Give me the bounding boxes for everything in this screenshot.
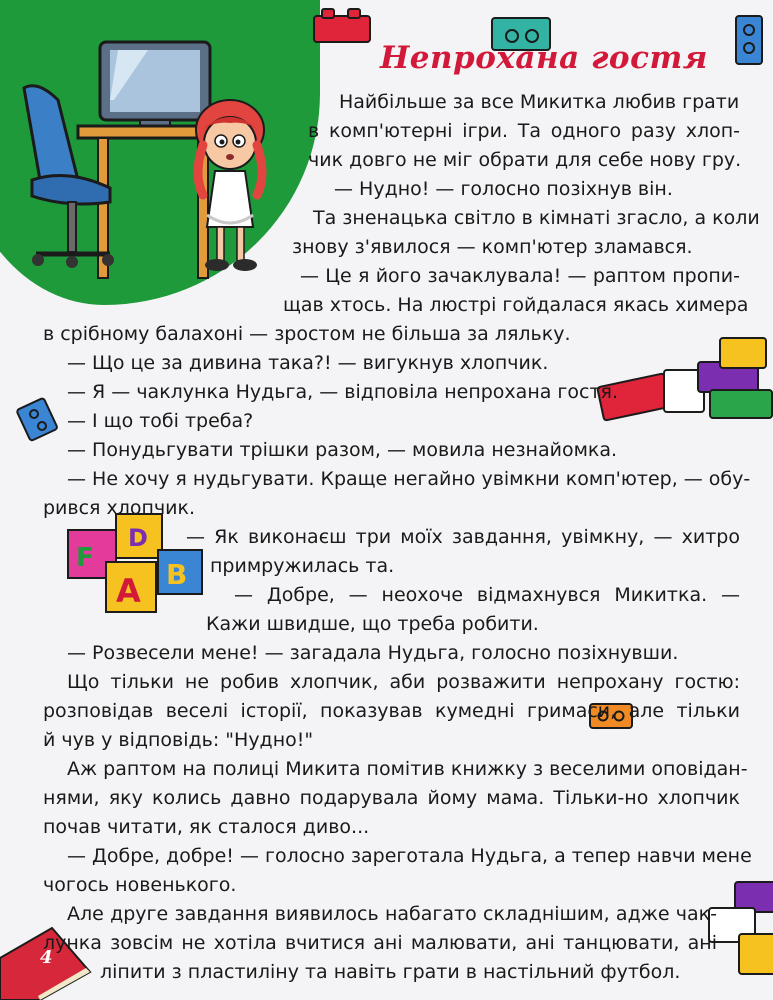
story-line: розповідав веселі історії, показував кумедні гримаси, але тільки (43, 700, 740, 722)
story-line: ліпити з пластиліну та навіть грати в настільний футбол. (100, 961, 681, 983)
story-line: Найбільше за все Микитка любив грати (339, 91, 740, 113)
block-letter-f: F (76, 543, 94, 573)
story-line: — Добре, добре! — голосно зареготала Нудьга, а тепер навчи мене (67, 845, 752, 867)
story-line: примружилась та. (210, 555, 395, 577)
story-line: нями, яку колись давно подарувала йому мама. Тільки-но хлопчик (43, 787, 740, 809)
girl-character-illustration (175, 95, 285, 280)
story-line: — Розвесели мене! — загадала Нудьга, голосно позіхнувши. (67, 642, 679, 664)
story-line: Кажи швидше, що треба робити. (206, 613, 539, 635)
story-line: щав хтось. На люстрі гойдалася якась химера (283, 294, 749, 316)
story-line: рився хлопчик. (43, 497, 196, 519)
story-line: почав читати, як сталося диво... (43, 816, 370, 838)
story-line: — Як виконаєш три моїх завдання, увімкну, — хитро (186, 526, 740, 548)
story-line: — Я — чаклунка Нудьга, — відповіла непрохана гостя. (67, 381, 619, 403)
block-letter-a: A (116, 572, 141, 610)
story-line: — Що це за дивина така?! — вигукнув хлопчик. (67, 352, 549, 374)
story-line: — Понудьгувати трішки разом, — мовила незнайомка. (67, 439, 618, 461)
story-line: лунка зовсім не хотіла вчитися ані малювати, ані танцювати, ані (43, 932, 717, 954)
story-line: — І що тобі треба? (67, 410, 254, 432)
story-line: Але друге завдання виявилось набагато складнішим, адже чак- (67, 903, 717, 925)
page-number: 4 (40, 947, 53, 968)
story-title: Непрохана гостя (380, 40, 708, 76)
story-line: Аж раптом на полиці Микита помітив книжку з веселими оповідан- (67, 758, 748, 780)
brick-stack-icon (598, 328, 773, 428)
story-line: чик довго не міг обрати для себе нову гру. (308, 149, 742, 171)
story-line: й чув у відповідь: "Нудно!" (43, 729, 314, 751)
story-line: в комп'ютерні ігри. Та одного разу хлоп- (308, 120, 740, 142)
story-line: — Нудно! — голосно позіхнув він. (334, 178, 673, 200)
story-line: Що тільки не робив хлопчик, аби розважити непрохану гостю: (67, 671, 740, 693)
blue-brick-icon (734, 14, 764, 66)
story-line: в срібному балахоні — зростом не більша за ляльку. (43, 323, 571, 345)
block-letter-b: B (166, 558, 188, 591)
story-line: — Добре, — неохоче відмахнувся Микитка. — (234, 584, 740, 606)
story-line: — Не хочу я нудьгувати. Краще негайно увімкни комп'ютер, — обу- (67, 468, 751, 490)
block-letter-d: D (128, 524, 148, 552)
red-brick-icon (312, 6, 372, 44)
story-line: чогось новенького. (43, 874, 237, 896)
blue-brick-small-icon (18, 398, 58, 440)
story-line: — Це я його зачаклувала! — раптом пропи- (300, 265, 740, 287)
story-line: знову з'явилося — комп'ютер зламався. (292, 236, 693, 258)
story-line: Та зненацька світло в кімнаті згасло, а коли (313, 207, 760, 229)
